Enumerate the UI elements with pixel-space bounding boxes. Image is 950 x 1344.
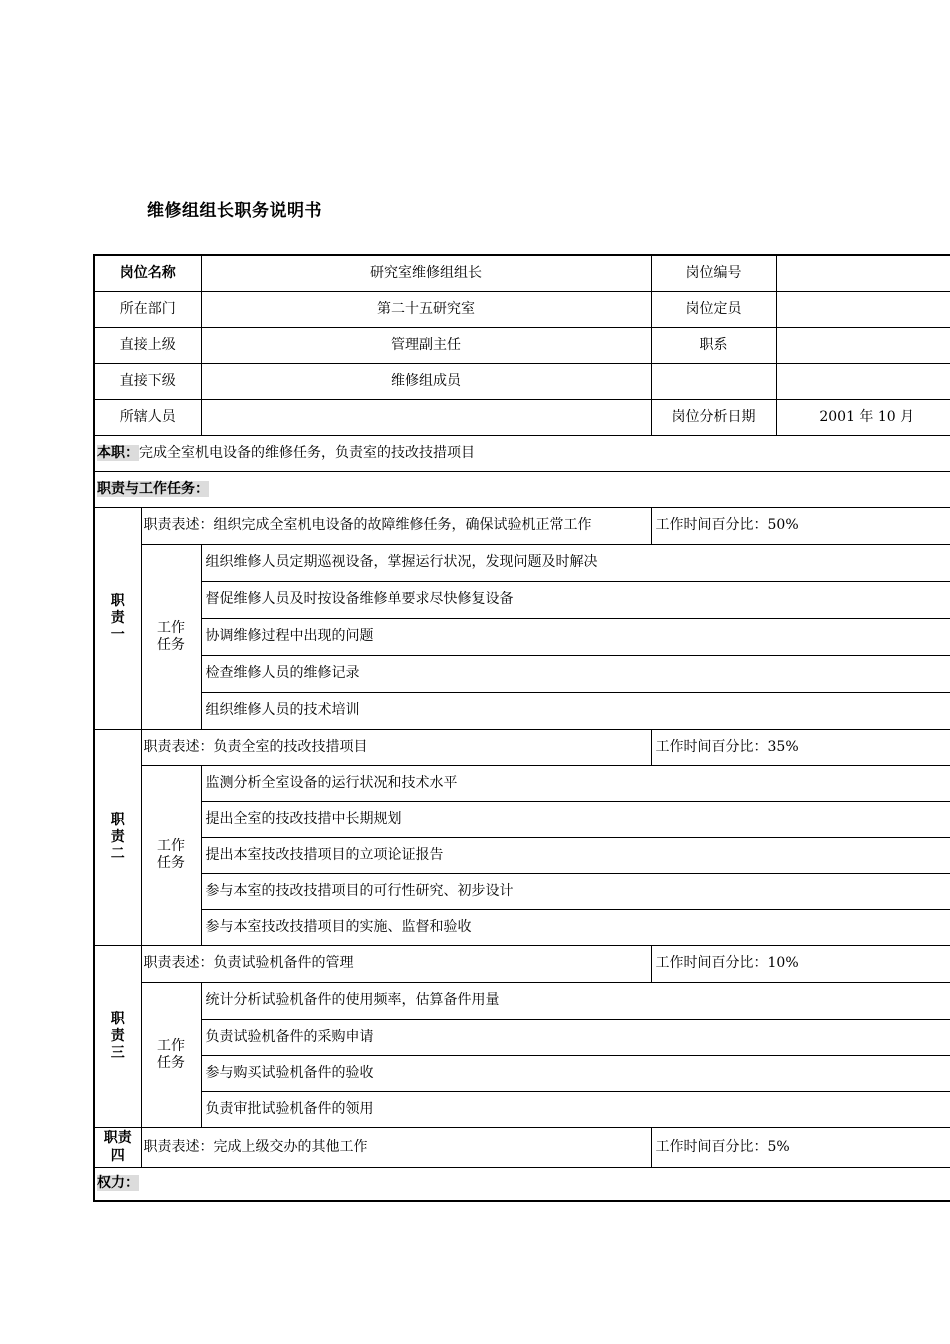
duty-1-statement: 职责表述：组织完成全室机电设备的故障维修任务，确保试验机正常工作 — [141, 507, 651, 544]
duty-3-task-4: 负责审批试验机备件的领用 — [201, 1091, 950, 1127]
label-position-code: 岗位编号 — [651, 255, 776, 291]
value-headcount — [776, 291, 950, 327]
duty-2-percent: 工作时间百分比：35% — [651, 729, 950, 765]
duty-3-task-row — [94, 1055, 950, 1091]
duty-4-statement-row — [94, 1127, 950, 1167]
duty-2-task-row — [94, 801, 950, 837]
duty-3-task-3: 参与购买试验机备件的验收 — [201, 1055, 950, 1091]
duty-3-statement: 职责表述：负责试验机备件的管理 — [141, 945, 651, 982]
duty-3-task-label: 工作 任务 — [141, 982, 201, 1127]
job-description-table — [93, 254, 950, 1202]
main-duty-label: 本职： — [97, 444, 139, 461]
duty-2-task-row — [94, 909, 950, 945]
duties-header-row — [94, 471, 950, 507]
value-direct-superior: 管理副主任 — [201, 327, 651, 363]
empty-label-cell — [651, 363, 776, 399]
duty-2-label: 职 责 二 — [94, 729, 141, 945]
duties-header-label: 职责与工作任务： — [97, 480, 209, 497]
duty-4-label: 职责 四 — [94, 1127, 141, 1167]
label-headcount: 岗位定员 — [651, 291, 776, 327]
label-direct-subordinate: 直接下级 — [94, 363, 201, 399]
authority-row — [94, 1167, 950, 1201]
header-row-3 — [94, 327, 950, 363]
duty-1-task-5: 组织维修人员的技术培训 — [201, 692, 950, 729]
value-staff-under — [201, 399, 651, 435]
header-row-2 — [94, 291, 950, 327]
label-job-family: 职系 — [651, 327, 776, 363]
value-position-code — [776, 255, 950, 291]
authority-label: 权力： — [97, 1175, 139, 1192]
duty-1-task-row — [94, 655, 950, 692]
duty-1-task-row — [94, 618, 950, 655]
value-direct-subordinate: 维修组成员 — [201, 363, 651, 399]
duty-4-percent: 工作时间百分比：5% — [651, 1127, 950, 1167]
duty-1-task-3: 协调维修过程中出现的问题 — [201, 618, 950, 655]
empty-value-cell — [776, 363, 950, 399]
label-analysis-date: 岗位分析日期 — [651, 399, 776, 435]
duty-2-task-5: 参与本室技改技措项目的实施、监督和验收 — [201, 909, 950, 945]
duty-1-statement-row — [94, 507, 950, 544]
duty-2-task-row — [94, 837, 950, 873]
duty-3-percent: 工作时间百分比：10% — [651, 945, 950, 982]
duty-2-task-4: 参与本室的技改技措项目的可行性研究、初步设计 — [201, 873, 950, 909]
duty-3-task-row — [94, 1091, 950, 1127]
duty-2-task-1: 监测分析全室设备的运行状况和技术水平 — [201, 765, 950, 801]
label-department: 所在部门 — [94, 291, 201, 327]
duty-1-task-label: 工作 任务 — [141, 544, 201, 729]
duty-1-task-row — [94, 692, 950, 729]
duty-3-statement-row — [94, 945, 950, 982]
duty-2-statement: 职责表述：负责全室的技改技措项目 — [141, 729, 651, 765]
duty-2-task-row — [94, 765, 950, 801]
label-staff-under: 所辖人员 — [94, 399, 201, 435]
duty-1-task-row — [94, 544, 950, 581]
value-job-family — [776, 327, 950, 363]
label-position-name: 岗位名称 — [94, 255, 201, 291]
document-title: 维修组组长职务说明书 — [147, 201, 322, 221]
duty-4-statement: 职责表述：完成上级交办的其他工作 — [141, 1127, 651, 1167]
duty-1-label: 职 责 一 — [94, 507, 141, 729]
duty-3-task-2: 负责试验机备件的采购申请 — [201, 1019, 950, 1055]
header-row-1 — [94, 255, 950, 291]
main-duty-text: 完成全室机电设备的维修任务，负责室的技改技措项目 — [139, 444, 475, 461]
value-position-name: 研究室维修组组长 — [201, 255, 651, 291]
duty-3-task-1: 统计分析试验机备件的使用频率，估算备件用量 — [201, 982, 950, 1019]
duty-1-task-4: 检查维修人员的维修记录 — [201, 655, 950, 692]
duty-1-task-1: 组织维修人员定期巡视设备，掌握运行状况，发现问题及时解决 — [201, 544, 950, 581]
duty-3-task-row — [94, 982, 950, 1019]
header-row-5 — [94, 399, 950, 435]
duty-2-task-3: 提出本室技改技措项目的立项论证报告 — [201, 837, 950, 873]
duty-3-task-row — [94, 1019, 950, 1055]
duty-1-task-2: 督促维修人员及时按设备维修单要求尽快修复设备 — [201, 581, 950, 618]
duty-2-task-2: 提出全室的技改技措中长期规划 — [201, 801, 950, 837]
duty-1-task-row — [94, 581, 950, 618]
value-department: 第二十五研究室 — [201, 291, 651, 327]
duty-2-task-label: 工作 任务 — [141, 765, 201, 945]
main-duty-row — [94, 435, 950, 471]
duty-2-task-row — [94, 873, 950, 909]
duty-2-statement-row — [94, 729, 950, 765]
header-row-4 — [94, 363, 950, 399]
duty-3-label: 职 责 三 — [94, 945, 141, 1127]
label-direct-superior: 直接上级 — [94, 327, 201, 363]
value-analysis-date: 2001 年 10 月 — [776, 399, 950, 435]
duty-1-percent: 工作时间百分比：50% — [651, 507, 950, 544]
